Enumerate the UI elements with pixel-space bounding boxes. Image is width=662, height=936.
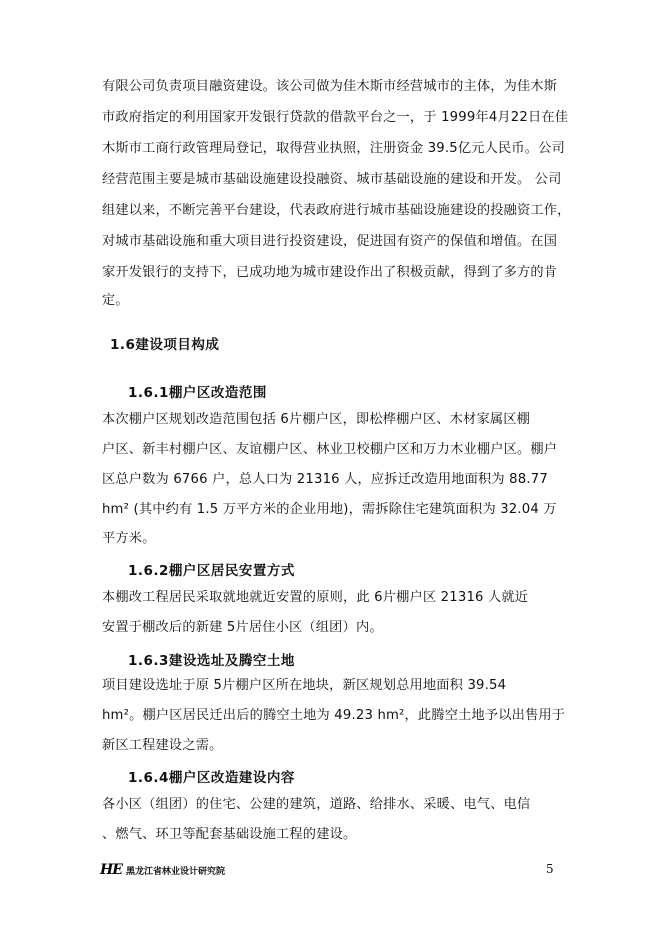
paragraph-line: 市政府指定的利用国家开发银行贷款的借款平台之一，于 1999年4月22日在佳 [102, 110, 569, 125]
subsection-heading: 1.6.2棚户区居民安置方式 [128, 563, 295, 579]
paragraph-line: 本棚改工程居民采取就地就近安置的原则，此 6片棚户区 21316 人就近 [102, 590, 529, 605]
paragraph-line: 本次棚户区规划改造范围包括 6片棚户区，即松桦棚户区、木材家属区棚 [102, 412, 530, 427]
paragraph-line: 经营范围主要是城市基础设施建设投融资、城市基础设施的建设和开发。 公司 [102, 172, 562, 187]
paragraph-line: 组建以来，不断完善平台建设，代表政府进行城市基础设施建设的投融资工作， [102, 203, 571, 218]
paragraph-line: hm² (其中约有 1.5 万平方米的企业用地)，需拆除住宅建筑面积为 32.04 万 [102, 502, 557, 517]
paragraph-line: 有限公司负责项目融资建设。该公司做为佳木斯市经营城市的主体，为佳木斯 [102, 79, 558, 94]
paragraph-line: 、燃气、环卫等配套基础设施工程的建设。 [102, 827, 357, 842]
subsection-heading: 1.6.4棚户区改造建设内容 [128, 770, 295, 786]
page-number: 5 [546, 862, 554, 876]
paragraph-line: 平方米。 [102, 531, 156, 546]
section-heading: 1.6建设项目构成 [110, 337, 220, 353]
footer-organization: 黑龙江省林业设计研究院 [126, 867, 226, 877]
subsection-heading: 1.6.3建设选址及腾空土地 [128, 653, 295, 669]
paragraph-line: hm²。棚户区居民迁出后的腾空土地为 49.23 hm²，此腾空土地予以出售用于 [102, 708, 566, 723]
paragraph-line: 木斯市工商行政管理局登记，取得营业执照，注册资金 39.5亿元人民币。公司 [102, 141, 565, 156]
paragraph-line: 定。 [102, 293, 129, 308]
paragraph-line: 对城市基础设施和重大项目进行投资建设，促进国有资产的保值和增值。在国 [102, 234, 558, 249]
paragraph-line: 安置于棚改后的新建 5片居住小区（组团）内。 [102, 620, 383, 635]
paragraph-line: 户区、新丰村棚户区、友谊棚户区、林业卫校棚户区和万力木业棚户区。棚户 [102, 442, 558, 457]
paragraph-line: 新区工程建设之需。 [102, 738, 223, 753]
institute-logo: HE [100, 862, 122, 878]
paragraph-line: 项目建设选址于原 5片棚户区所在地块，新区规划总用地面积 39.54 [102, 678, 507, 693]
paragraph-line: 各小区（组团）的住宅、公建的建筑，道路、给排水、采暖、电气、电信 [102, 797, 531, 812]
paragraph-line: 区总户数为 6766 户，总人口为 21316 人，应拆迁改造用地面积为 88.77 [102, 472, 548, 487]
subsection-heading: 1.6.1棚户区改造范围 [128, 385, 267, 401]
paragraph-line: 家开发银行的支持下，已成功地为城市建设作出了积极贡献，得到了多方的肯 [102, 265, 558, 280]
